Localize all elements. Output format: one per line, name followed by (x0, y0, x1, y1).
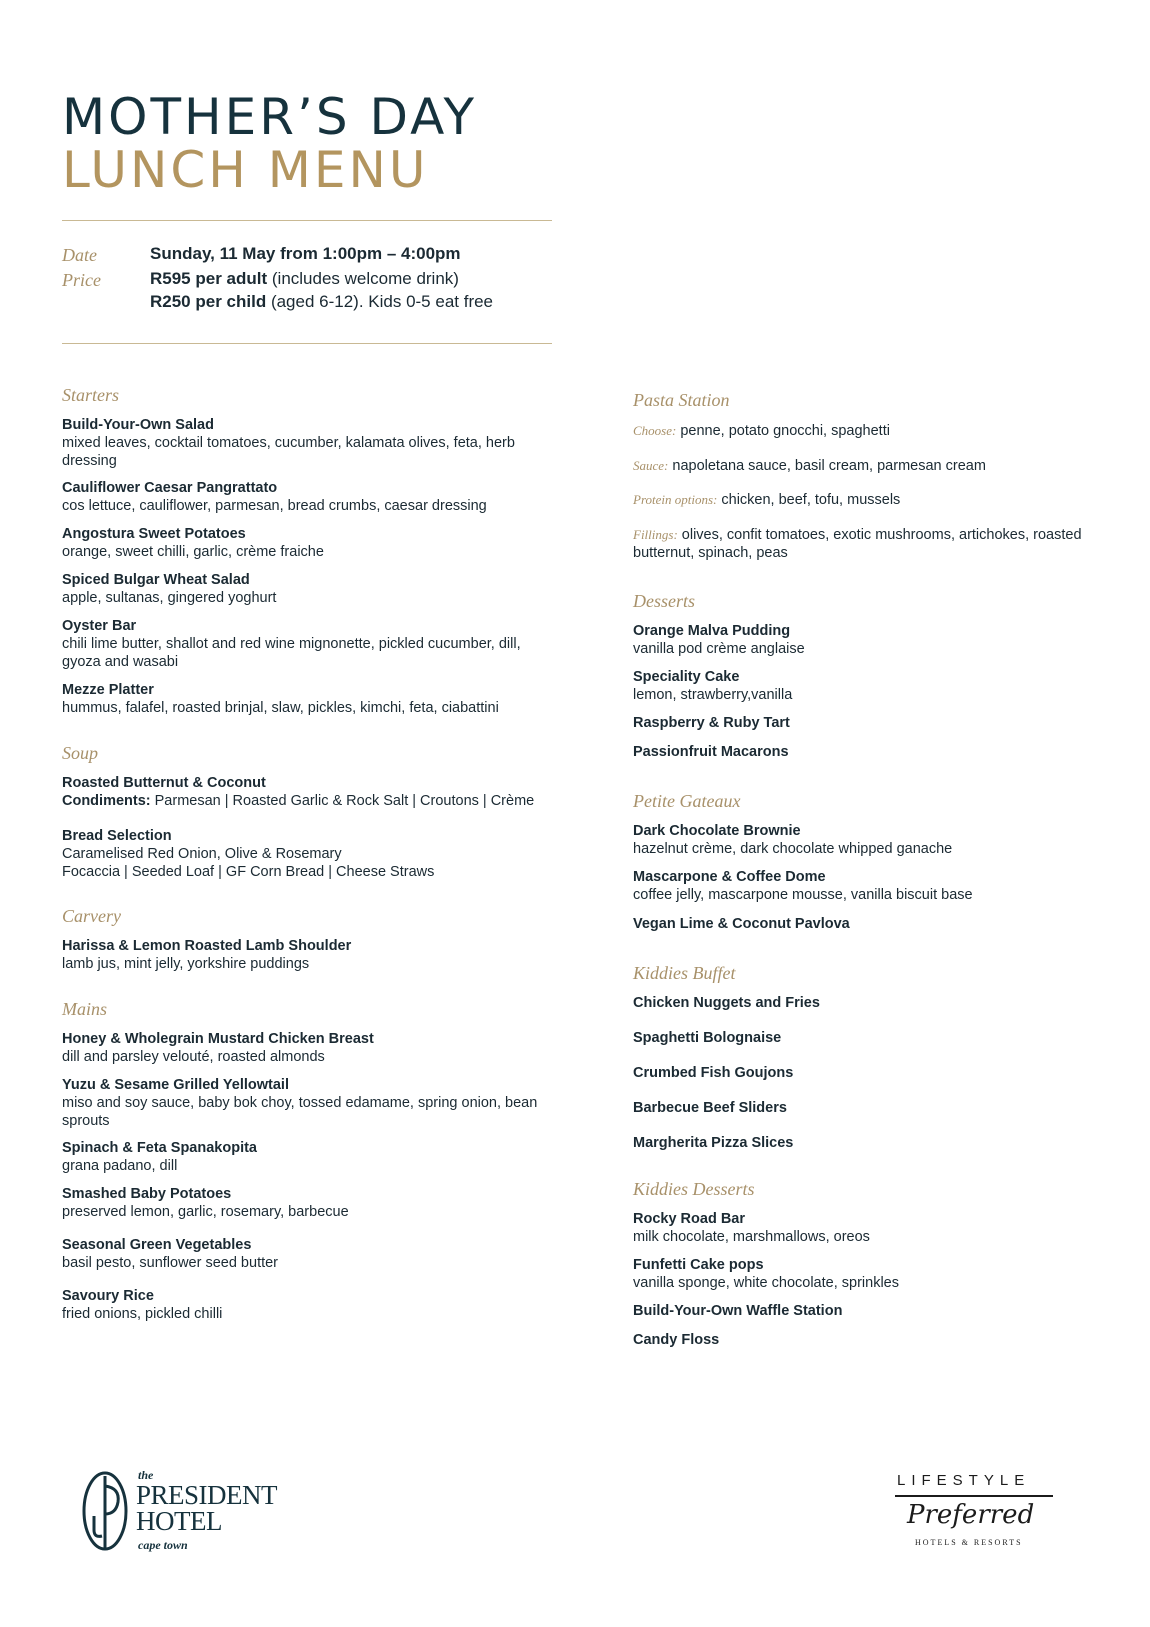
condiments-text: Parmesan | Roasted Garlic & Rock Salt | Croutons | Crème (150, 793, 535, 809)
item-name: Spinach & Feta Spanakopita (62, 1140, 257, 1156)
child-note: (aged 6-12). Kids 0-5 eat free (266, 292, 494, 311)
adult-price-line (150, 267, 459, 291)
carvery-heading: Carvery (62, 906, 121, 926)
item-name: Rocky Road Bar (633, 1211, 746, 1227)
soup-condiments (62, 792, 582, 810)
list-item (633, 1256, 1133, 1292)
option-label: Choose: (633, 423, 677, 438)
partner-script-text: Preferred (907, 1500, 1035, 1530)
carvery-desc: lamb jus, mint jelly, yorkshire puddings (62, 956, 310, 972)
bread-line-1: Caramelised Red Onion, Olive & Rosemary (62, 846, 342, 862)
list-item (633, 622, 1133, 658)
title-line-1: MOTHER’S DAY (62, 88, 477, 146)
option-label: Sauce: (633, 458, 669, 473)
list-item (633, 668, 1133, 704)
adult-price: R595 per adult (150, 269, 268, 288)
hotel-city: cape town (138, 1538, 188, 1552)
soup-name: Roasted Butternut & Coconut (62, 775, 266, 791)
hotel-name-line-2: HOTEL (136, 1506, 222, 1536)
list-item (62, 416, 562, 470)
list-item (62, 1287, 562, 1323)
option-label: Fillings: (633, 527, 678, 542)
gateaux-name: Vegan Lime & Coconut Pavlova (633, 916, 850, 932)
item-desc: preserved lemon, garlic, rosemary, barbecue (62, 1204, 349, 1220)
starters-heading: Starters (62, 385, 120, 405)
soup-item (62, 774, 582, 810)
option-value: napoletana sauce, basil cream, parmesan cream (672, 458, 986, 474)
item-desc: milk chocolate, marshmallows, oreos (633, 1229, 870, 1245)
kiddies-desserts-heading: Kiddies Desserts (633, 1179, 755, 1199)
list-item (62, 1076, 562, 1130)
carvery-name: Harissa & Lemon Roasted Lamb Shoulder (62, 938, 352, 954)
bread-line-2: Focaccia | Seeded Loaf | GF Corn Bread | Cheese Straws (62, 864, 435, 880)
item-name: Oyster Bar (62, 618, 137, 634)
item-desc: mixed leaves, cocktail tomatoes, cucumber, kalamata olives, feta, herb dressing (62, 435, 515, 469)
list-item (62, 1185, 562, 1221)
item-desc: orange, sweet chilli, garlic, crème fraiche (62, 544, 324, 560)
adult-note: (includes welcome drink) (267, 269, 459, 288)
item-desc: fried onions, pickled chilli (62, 1306, 223, 1322)
child-price: R250 per child (150, 292, 267, 311)
partner-top-text: LIFESTYLE (897, 1472, 1031, 1489)
item-name: Spiced Bulgar Wheat Salad (62, 572, 250, 588)
item-desc: vanilla pod crème anglaise (633, 641, 805, 657)
item-name: Orange Malva Pudding (633, 623, 791, 639)
item-name: Speciality Cake (633, 669, 740, 685)
list-item: Margherita Pizza Slices (633, 1135, 794, 1151)
list-item (633, 1210, 1133, 1246)
list-item (62, 1030, 562, 1066)
list-item: Chicken Nuggets and Fries (633, 995, 820, 1011)
title-line-2: LUNCH MENU (62, 141, 429, 199)
hotel-name-line-1: PRESIDENT (136, 1480, 278, 1510)
info-divider (62, 343, 552, 344)
list-item: Build-Your-Own Waffle Station (633, 1303, 843, 1319)
list-item: Candy Floss (633, 1332, 720, 1348)
list-item: Barbecue Beef Sliders (633, 1100, 787, 1116)
bread-name: Bread Selection (62, 828, 172, 844)
item-name: Cauliflower Caesar Pangrattato (62, 480, 278, 496)
soup-heading: Soup (62, 743, 98, 763)
item-name: Mascarpone & Coffee Dome (633, 869, 826, 885)
pasta-option (633, 526, 1128, 562)
item-desc: coffee jelly, mascarpone mousse, vanilla biscuit base (633, 887, 973, 903)
top-divider (62, 220, 552, 221)
item-desc: lemon, strawberry,vanilla (633, 687, 793, 703)
option-value: chicken, beef, tofu, mussels (721, 492, 901, 508)
pasta-option (633, 491, 1128, 509)
lifestyle-preferred-logo (895, 1472, 1065, 1562)
item-name: Yuzu & Sesame Grilled Yellowtail (62, 1077, 289, 1093)
pasta-option (633, 422, 1128, 440)
child-price-line (150, 290, 493, 314)
item-name: Savoury Rice (62, 1288, 154, 1304)
bread-item (62, 827, 562, 881)
list-item (62, 681, 562, 717)
dessert-name: Passionfruit Macarons (633, 744, 789, 760)
item-desc: grana padano, dill (62, 1158, 178, 1174)
dessert-name: Raspberry & Ruby Tart (633, 715, 790, 731)
list-item (633, 868, 1133, 904)
list-item (633, 822, 1133, 858)
president-hotel-logo (80, 1468, 300, 1558)
list-item (62, 617, 562, 671)
item-desc: vanilla sponge, white chocolate, sprinkles (633, 1275, 899, 1291)
date-text: Sunday, 11 May from 1:00pm – 4:00pm (150, 244, 461, 263)
list-item (62, 525, 562, 561)
hotel-the: the (138, 1468, 154, 1482)
kiddies-buffet-heading: Kiddies Buffet (633, 963, 736, 983)
option-value: penne, potato gnocchi, spaghetti (680, 423, 890, 439)
item-name: Honey & Wholegrain Mustard Chicken Breast (62, 1031, 374, 1047)
item-name: Smashed Baby Potatoes (62, 1186, 232, 1202)
mains-heading: Mains (62, 999, 107, 1019)
item-name: Mezze Platter (62, 682, 154, 698)
list-item (62, 479, 562, 515)
pasta-heading: Pasta Station (633, 390, 730, 410)
partner-divider (895, 1495, 1053, 1497)
gateaux-heading: Petite Gateaux (633, 791, 741, 811)
item-desc: basil pesto, sunflower seed butter (62, 1255, 279, 1271)
condiments-label: Condiments: (62, 793, 151, 809)
list-item (62, 1139, 562, 1175)
date-value (150, 242, 461, 266)
item-name: Funfetti Cake pops (633, 1257, 764, 1273)
item-desc: hummus, falafel, roasted brinjal, slaw, pickles, kimchi, feta, ciabattini (62, 700, 499, 716)
option-label: Protein options: (633, 492, 718, 507)
item-desc: dill and parsley velouté, roasted almonds (62, 1049, 325, 1065)
item-desc: cos lettuce, cauliflower, parmesan, bread crumbs, caesar dressing (62, 498, 487, 514)
item-name: Dark Chocolate Brownie (633, 823, 801, 839)
option-value: olives, confit tomatoes, exotic mushrooms, artichokes, roasted butternut, spinach, peas (633, 527, 1082, 561)
list-item (62, 571, 562, 607)
list-item: Spaghetti Bolognaise (633, 1030, 782, 1046)
item-name: Seasonal Green Vegetables (62, 1237, 252, 1253)
date-label: Date (62, 245, 97, 265)
carvery-item (62, 937, 562, 973)
desserts-heading: Desserts (633, 591, 695, 611)
item-desc: miso and soy sauce, baby bok choy, tossed edamame, spring onion, bean sprouts (62, 1095, 538, 1129)
list-item: Crumbed Fish Goujons (633, 1065, 794, 1081)
item-name: Build-Your-Own Salad (62, 417, 214, 433)
item-desc: apple, sultanas, gingered yoghurt (62, 590, 277, 606)
item-desc: chili lime butter, shallot and red wine mignonette, pickled cucumber, dill, gyoza and wasabi (62, 636, 521, 670)
item-name: Angostura Sweet Potatoes (62, 526, 246, 542)
list-item (62, 1236, 562, 1272)
partner-bottom-text: HOTELS & RESORTS (915, 1538, 1023, 1547)
price-label: Price (62, 270, 101, 290)
hotel-monogram-icon (80, 1468, 140, 1558)
item-desc: hazelnut crème, dark chocolate whipped ganache (633, 841, 953, 857)
pasta-option (633, 457, 1128, 475)
